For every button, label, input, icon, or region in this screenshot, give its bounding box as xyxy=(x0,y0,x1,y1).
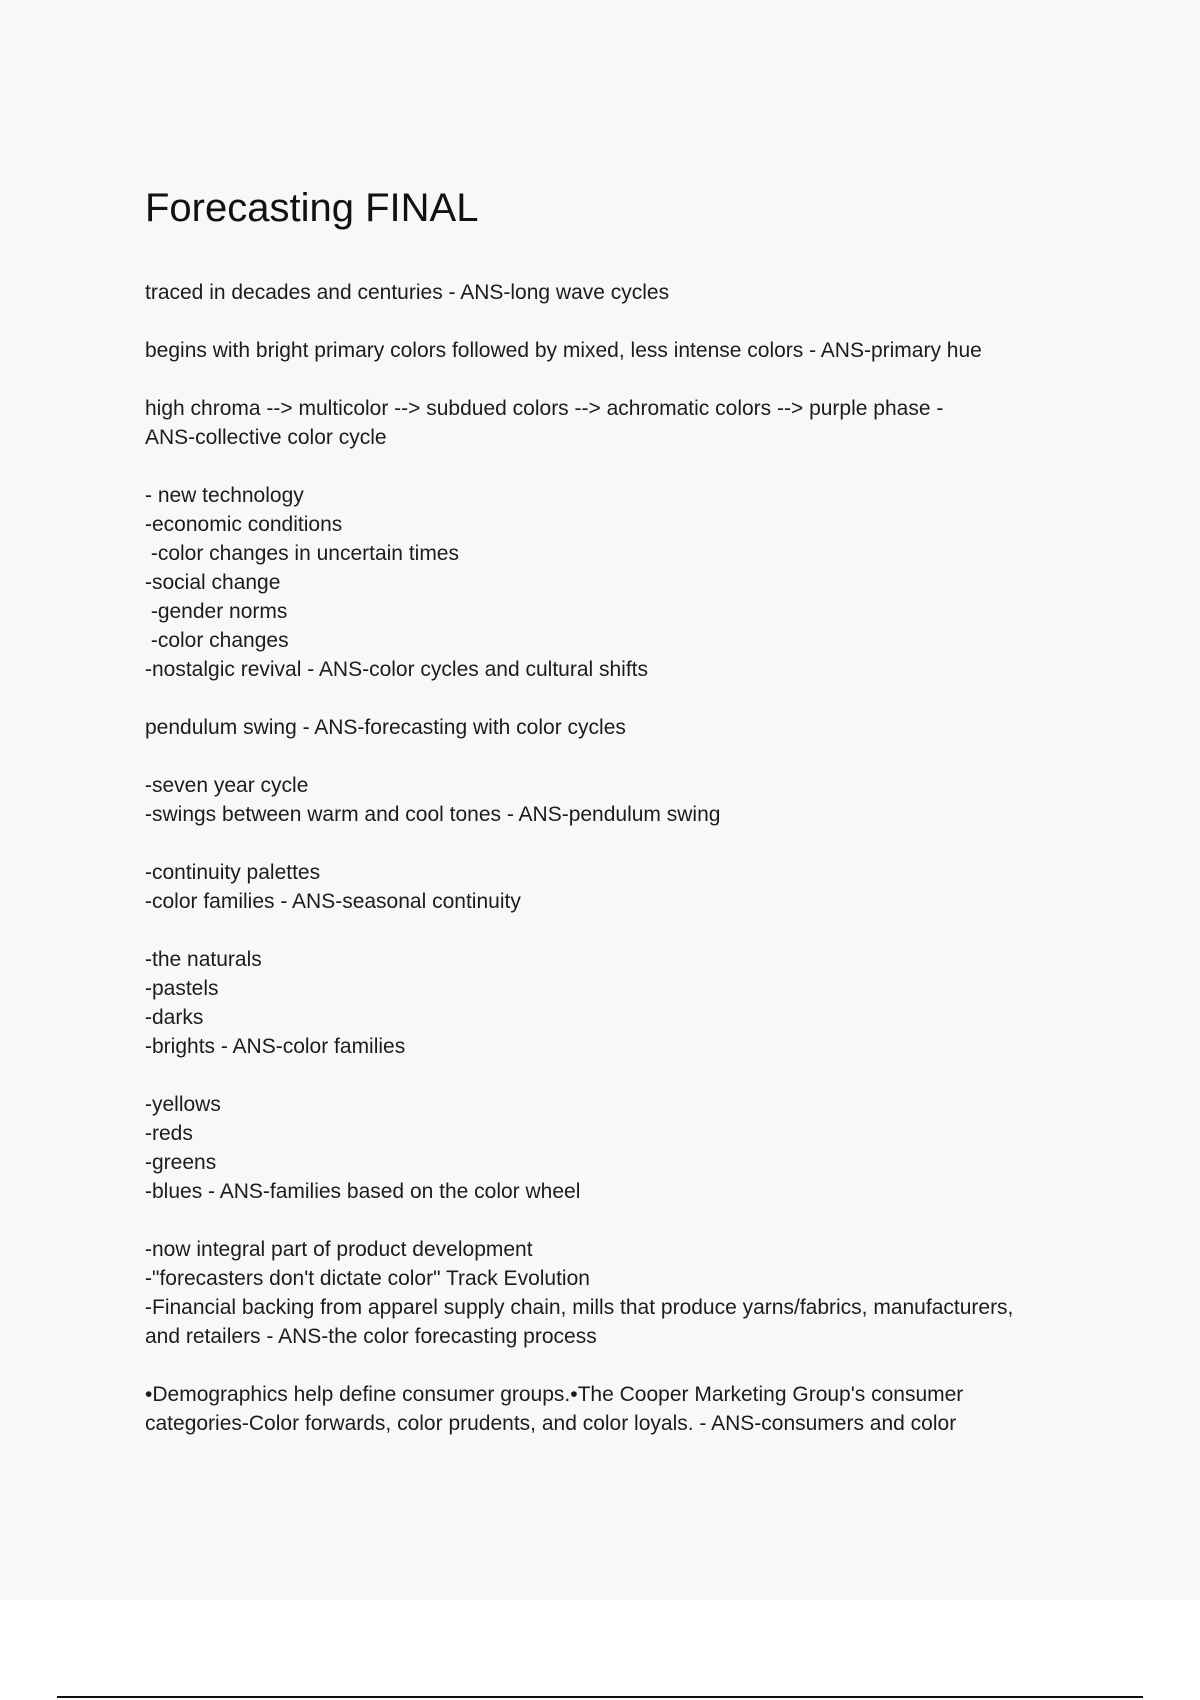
text-line: •Demographics help define consumer groups.•The Cooper Marketing Group's consumer xyxy=(145,1383,964,1406)
text-line: -color families - ANS-seasonal continuity xyxy=(145,890,521,913)
text-line: -gender norms xyxy=(145,600,288,623)
text-line: -social change xyxy=(145,571,281,594)
text-line: -Financial backing from apparel supply chain, mills that produce yarns/fabrics, manufacturers, xyxy=(145,1296,1014,1319)
text-line: -darks xyxy=(145,1006,204,1029)
text-line: -seven year cycle xyxy=(145,774,309,797)
qa-entry xyxy=(145,1235,1085,1351)
text-line: -"forecasters don't dictate color" Track Evolution xyxy=(145,1267,590,1290)
text-line: -continuity palettes xyxy=(145,861,321,884)
qa-entry xyxy=(145,945,1085,1061)
text-line: -the naturals xyxy=(145,948,262,971)
text-line: pendulum swing - ANS-forecasting with color cycles xyxy=(145,716,626,739)
text-line: categories-Color forwards, color prudents, and color loyals. - ANS-consumers and color xyxy=(145,1412,957,1435)
text-line: -color changes xyxy=(145,629,289,652)
text-line: -pastels xyxy=(145,977,219,1000)
text-line: traced in decades and centuries - ANS-long wave cycles xyxy=(145,281,670,304)
qa-entry xyxy=(145,278,1085,307)
qa-entry xyxy=(145,1380,1085,1438)
qa-entry xyxy=(145,771,1085,829)
text-line: -nostalgic revival - ANS-color cycles and cultural shifts xyxy=(145,658,649,681)
text-line: -blues - ANS-families based on the color wheel xyxy=(145,1180,581,1203)
qa-entry xyxy=(145,394,1085,452)
text-line: -yellows xyxy=(145,1093,221,1116)
qa-entry xyxy=(145,481,1085,684)
qa-entry xyxy=(145,858,1085,916)
text-line: -economic conditions xyxy=(145,513,343,536)
text-line: ANS-collective color cycle xyxy=(145,426,387,449)
text-line: -swings between warm and cool tones - ANS-pendulum swing xyxy=(145,803,721,826)
text-line: -brights - ANS-color families xyxy=(145,1035,406,1058)
document-body xyxy=(145,278,1085,1467)
qa-entry xyxy=(145,336,1085,365)
text-line: -reds xyxy=(145,1122,193,1145)
text-line: - new technology xyxy=(145,484,304,507)
text-line: -greens xyxy=(145,1151,217,1174)
qa-entry xyxy=(145,713,1085,742)
text-line: -now integral part of product development xyxy=(145,1238,533,1261)
page-divider xyxy=(57,1696,1143,1698)
text-line: begins with bright primary colors followed by mixed, less intense colors - ANS-primary hue xyxy=(145,339,982,362)
document-title: Forecasting FINAL xyxy=(145,186,479,230)
text-line: high chroma --> multicolor --> subdued colors --> achromatic colors --> purple phase - xyxy=(145,397,944,420)
text-line: and retailers - ANS-the color forecasting process xyxy=(145,1325,597,1348)
text-line: -color changes in uncertain times xyxy=(145,542,459,565)
qa-entry xyxy=(145,1090,1085,1206)
